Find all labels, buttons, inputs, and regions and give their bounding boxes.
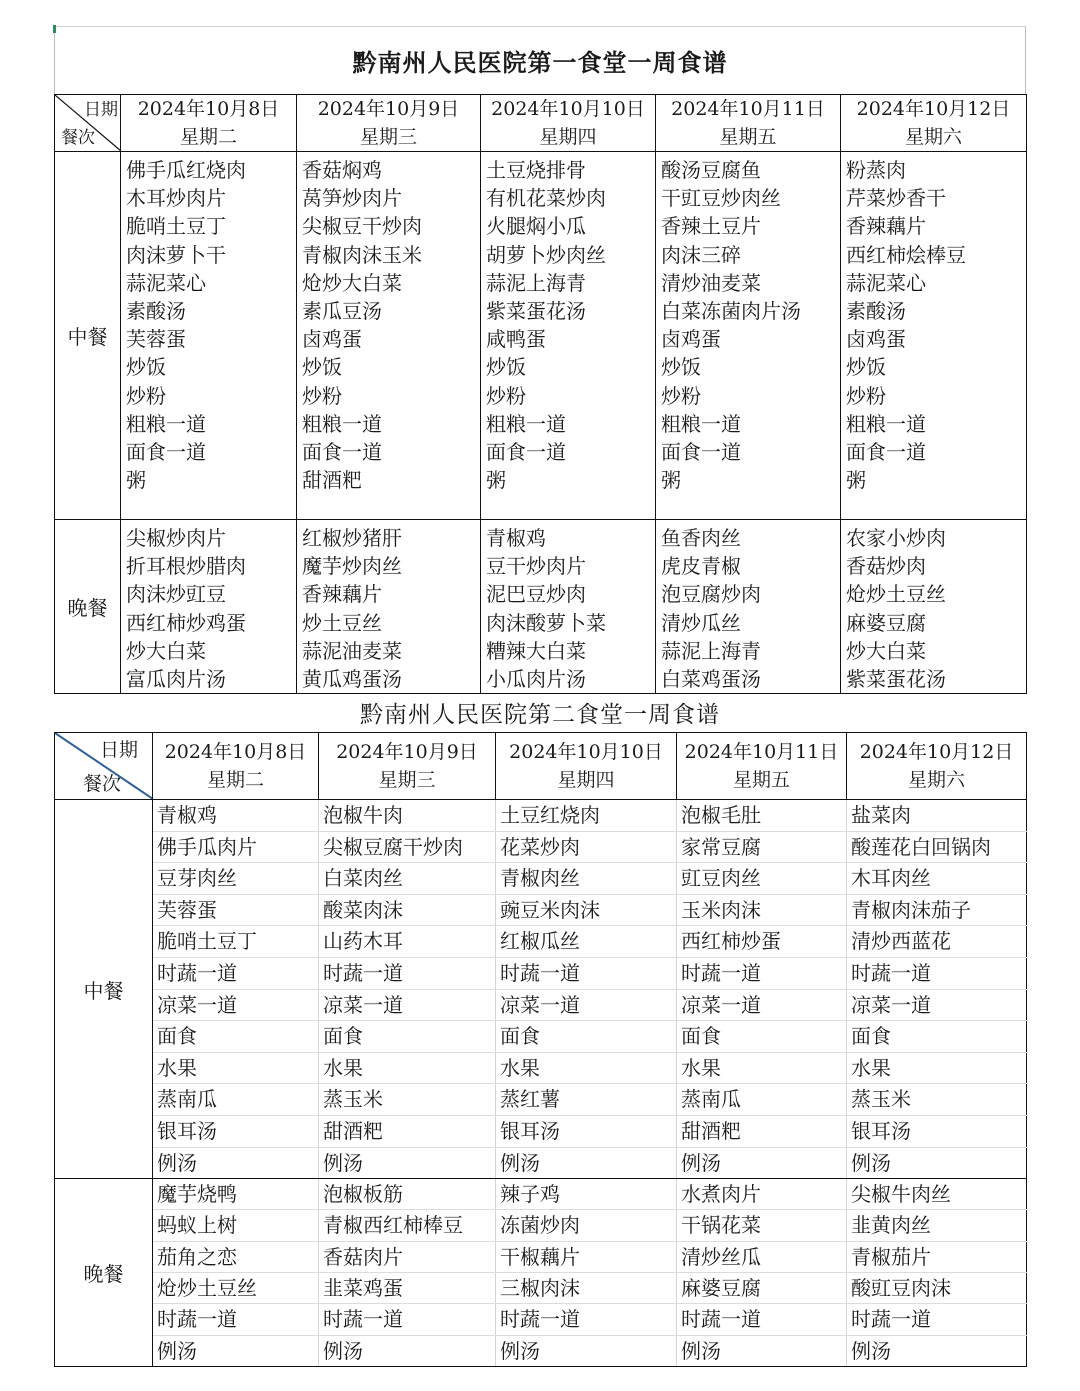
dish-item: 炝炒大白菜 [302, 270, 402, 295]
dish-list [841, 520, 1027, 694]
dish-item: 芙蓉蛋 [126, 327, 186, 352]
dish-item: 胡萝卜炒肉丝 [486, 242, 606, 267]
dish-cell: 泡椒毛肚 [677, 800, 847, 832]
dish-item: 黄瓜鸡蛋汤 [302, 667, 402, 692]
dish-item: 粗粮一道 [846, 411, 926, 436]
dish-item: 粗粮一道 [486, 411, 566, 436]
dish-list [481, 152, 656, 520]
dish-item: 素瓜豆汤 [302, 299, 382, 324]
dish-item: 香辣藕片 [846, 214, 926, 239]
dish-item: 土豆烧排骨 [486, 158, 586, 182]
dish-item: 粗粮一道 [302, 411, 382, 436]
day-date: 2024年10月9日 [336, 741, 478, 763]
dish-item: 魔芋炒肉丝 [302, 554, 402, 579]
dish-item: 炒大白菜 [846, 638, 926, 663]
dish-item: 粉蒸肉 [846, 158, 906, 182]
dinner-dish-row [55, 1304, 1027, 1335]
canteen1-table [54, 94, 1027, 694]
dinner-dish-row [55, 1210, 1027, 1241]
day-weekday: 星期四 [557, 769, 615, 791]
dish-item: 木耳炒肉片 [126, 186, 226, 211]
dish-cell: 时蔬一道 [153, 1304, 319, 1335]
dish-item: 炒饭 [126, 355, 166, 380]
dish-item: 肉沫萝卜干 [126, 242, 226, 267]
day-date: 2024年10月10日 [509, 741, 663, 763]
dish-cell: 盐菜肉 [847, 800, 1027, 832]
dish-cell: 蒸南瓜 [677, 1084, 847, 1116]
dish-item: 粗粮一道 [661, 411, 741, 436]
dish-cell: 泡椒牛肉 [319, 800, 496, 832]
dish-cell: 甜酒粑 [677, 1115, 847, 1147]
meal-label-lunch: 中餐 [55, 800, 153, 1179]
dish-item: 折耳根炒腊肉 [126, 554, 246, 579]
day-header [121, 95, 297, 152]
dish-item: 炒土豆丝 [302, 610, 382, 635]
dish-item: 红椒炒猪肝 [302, 526, 402, 550]
dish-cell: 银耳汤 [496, 1115, 677, 1147]
dish-cell: 佛手瓜肉片 [153, 831, 319, 863]
dish-item: 白菜冻菌肉片汤 [661, 299, 801, 324]
corner-date-label: 日期 [84, 100, 118, 120]
dish-item: 麻婆豆腐 [846, 610, 926, 635]
corner-cell [55, 95, 121, 152]
dish-cell: 脆哨土豆丁 [153, 926, 319, 958]
dish-item: 干豇豆炒肉丝 [661, 186, 781, 211]
canteen1-title: 黔南州人民医院第一食堂一周食谱 [54, 26, 1026, 94]
dish-cell: 蚂蚁上树 [153, 1210, 319, 1241]
dish-cell: 清炒西蓝花 [847, 926, 1027, 958]
dish-item: 泡豆腐炒肉 [661, 582, 761, 607]
dish-cell: 清炒丝瓜 [677, 1241, 847, 1272]
dish-cell: 山药木耳 [319, 926, 496, 958]
dish-item: 香菇焖鸡 [302, 158, 382, 182]
dish-list [656, 520, 841, 694]
dish-item: 香辣土豆片 [661, 214, 761, 239]
corner-date-label: 日期 [99, 739, 138, 761]
dish-cell: 甜酒粑 [319, 1115, 496, 1147]
dish-cell: 例汤 [153, 1335, 319, 1366]
dish-item: 香菇炒肉 [846, 554, 926, 579]
dish-item: 素酸汤 [846, 299, 906, 324]
dish-cell: 例汤 [319, 1147, 496, 1179]
cell-marker [53, 25, 56, 33]
dish-item: 炒粉 [126, 383, 166, 408]
day-weekday: 星期三 [359, 126, 417, 148]
dish-item: 富瓜肉片汤 [126, 667, 226, 692]
dish-cell: 凉菜一道 [847, 989, 1027, 1021]
meal-label-dinner: 晚餐 [55, 1179, 153, 1367]
dish-item: 农家小炒肉 [846, 526, 946, 550]
dish-cell: 红椒瓜丝 [496, 926, 677, 958]
dish-item: 素酸汤 [126, 299, 186, 324]
dish-cell: 芙蓉蛋 [153, 894, 319, 926]
dish-cell: 时蔬一道 [677, 957, 847, 989]
dinner-dish-row [55, 1179, 1027, 1210]
dish-item: 炒粉 [661, 383, 701, 408]
dish-cell: 凉菜一道 [496, 989, 677, 1021]
day-date: 2024年10月11日 [684, 741, 839, 763]
dish-cell: 时蔬一道 [319, 1304, 496, 1335]
dish-item: 卤鸡蛋 [846, 327, 906, 352]
dish-cell: 例汤 [847, 1147, 1027, 1179]
dish-cell: 面食 [496, 1021, 677, 1053]
dish-list [121, 520, 297, 694]
dinner-row [55, 520, 1027, 694]
dish-cell: 水果 [153, 1052, 319, 1084]
dish-item: 火腿焖小瓜 [486, 214, 586, 239]
dish-item: 粥 [661, 468, 681, 493]
dish-cell: 泡椒板筋 [319, 1179, 496, 1210]
dish-cell: 茄角之恋 [153, 1241, 319, 1272]
canteen1-menu [54, 26, 1026, 694]
lunch-dish-row [55, 863, 1027, 895]
dish-item: 炒粉 [486, 383, 526, 408]
dish-cell: 面食 [677, 1021, 847, 1053]
dish-cell: 凉菜一道 [319, 989, 496, 1021]
dish-item: 酸汤豆腐鱼 [661, 158, 761, 182]
dish-item: 有机花菜炒肉 [486, 186, 606, 211]
dish-item: 甜酒粑 [302, 468, 362, 493]
dish-list [121, 152, 297, 520]
dish-item: 清炒瓜丝 [661, 610, 741, 635]
dish-item: 尖椒炒肉片 [126, 526, 226, 550]
meal-label-lunch: 中餐 [55, 152, 121, 520]
dish-cell: 蒸玉米 [847, 1084, 1027, 1116]
dish-cell: 干锅花菜 [677, 1210, 847, 1241]
lunch-row [55, 152, 1027, 520]
dish-item: 咸鸭蛋 [486, 327, 546, 352]
lunch-dish-row [55, 957, 1027, 989]
day-header [841, 95, 1027, 152]
dish-cell: 时蔬一道 [847, 957, 1027, 989]
dish-item: 面食一道 [126, 440, 206, 465]
dish-item: 粗粮一道 [126, 411, 206, 436]
dish-item: 脆哨土豆丁 [126, 214, 226, 239]
dish-item: 粥 [486, 468, 506, 493]
day-weekday: 星期六 [907, 769, 965, 791]
dish-item: 鱼香肉丝 [661, 526, 741, 550]
dish-list [841, 152, 1027, 520]
dish-item: 青椒肉沫玉米 [302, 242, 422, 267]
day-weekday: 星期五 [732, 769, 790, 791]
dish-item: 豆干炒肉片 [486, 554, 586, 579]
lunch-dish-row [55, 1052, 1027, 1084]
canteen2-title: 黔南州人民医院第二食堂一周食谱 [360, 701, 720, 728]
dish-cell: 蒸南瓜 [153, 1084, 319, 1116]
dish-cell: 韭黄肉丝 [847, 1210, 1027, 1241]
dish-item: 面食一道 [302, 440, 382, 465]
dish-item: 白菜鸡蛋汤 [661, 667, 761, 692]
dish-item: 蒜泥上海青 [486, 270, 586, 295]
dish-cell: 西红柿炒蛋 [677, 926, 847, 958]
dish-cell: 酸莲花白回锅肉 [847, 831, 1027, 863]
dish-cell: 例汤 [153, 1147, 319, 1179]
dish-item: 炒饭 [486, 355, 526, 380]
dish-cell: 时蔬一道 [153, 957, 319, 989]
lunch-dish-row [55, 926, 1027, 958]
dish-cell: 时蔬一道 [847, 1304, 1027, 1335]
dish-cell: 白菜肉丝 [319, 863, 496, 895]
dish-cell: 例汤 [496, 1335, 677, 1366]
dinner-dish-row [55, 1273, 1027, 1304]
dish-item: 西红柿炒鸡蛋 [126, 610, 246, 635]
dish-item: 卤鸡蛋 [661, 327, 721, 352]
dish-cell: 青椒茄片 [847, 1241, 1027, 1272]
dish-item: 炒饭 [302, 355, 342, 380]
lunch-dish-row [55, 800, 1027, 832]
corner-meal-label: 餐次 [61, 128, 95, 148]
dish-cell: 土豆红烧肉 [496, 800, 677, 832]
dish-cell: 家常豆腐 [677, 831, 847, 863]
dish-cell: 时蔬一道 [496, 1304, 677, 1335]
dish-item: 炒饭 [846, 355, 886, 380]
dish-cell: 玉米肉沫 [677, 894, 847, 926]
dish-cell: 水煮肉片 [677, 1179, 847, 1210]
dish-cell: 干椒藕片 [496, 1241, 677, 1272]
dish-cell: 例汤 [677, 1147, 847, 1179]
dish-item: 紫菜蛋花汤 [486, 299, 586, 324]
dish-list [297, 152, 481, 520]
dish-cell: 水果 [677, 1052, 847, 1084]
dish-cell: 青椒肉丝 [496, 863, 677, 895]
dish-cell: 炝炒土豆丝 [153, 1273, 319, 1304]
lunch-dish-row [55, 1084, 1027, 1116]
dish-cell: 面食 [153, 1021, 319, 1053]
day-date: 2024年10月11日 [671, 98, 825, 120]
dish-cell: 银耳汤 [847, 1115, 1027, 1147]
day-weekday: 星期四 [539, 126, 597, 148]
dish-item: 糟辣大白菜 [486, 638, 586, 663]
dish-item: 肉沫酸萝卜菜 [486, 610, 606, 635]
day-header [656, 95, 841, 152]
dish-cell: 蒸红薯 [496, 1084, 677, 1116]
dish-cell: 例汤 [496, 1147, 677, 1179]
dish-cell: 银耳汤 [153, 1115, 319, 1147]
day-header [297, 95, 481, 152]
dish-cell: 时蔬一道 [496, 957, 677, 989]
lunch-dish-row [55, 989, 1027, 1021]
dish-cell: 蒸玉米 [319, 1084, 496, 1116]
dish-item: 清炒油麦菜 [661, 270, 761, 295]
dish-cell: 青椒西红柿棒豆 [319, 1210, 496, 1241]
dish-cell: 时蔬一道 [677, 1304, 847, 1335]
dish-item: 芹菜炒香干 [846, 186, 946, 211]
day-header [481, 95, 656, 152]
dish-cell: 香菇肉片 [319, 1241, 496, 1272]
dish-cell: 时蔬一道 [319, 957, 496, 989]
dish-cell: 豆芽肉丝 [153, 863, 319, 895]
day-header [496, 733, 677, 800]
dish-cell: 青椒鸡 [153, 800, 319, 832]
dish-cell: 面食 [319, 1021, 496, 1053]
dish-cell: 水果 [319, 1052, 496, 1084]
dish-cell: 木耳肉丝 [847, 863, 1027, 895]
dish-item: 泥巴豆炒肉 [486, 582, 586, 607]
day-date: 2024年10月9日 [317, 98, 460, 120]
dish-item: 炒大白菜 [126, 638, 206, 663]
day-date: 2024年10月12日 [859, 741, 1014, 763]
dish-item: 小瓜肉片汤 [486, 667, 586, 692]
corner-meal-label: 餐次 [83, 773, 122, 795]
corner-cell [55, 733, 153, 800]
dish-cell: 酸豇豆肉沫 [847, 1273, 1027, 1304]
lunch-dish-row [55, 1021, 1027, 1053]
day-weekday: 星期五 [719, 126, 777, 148]
day-date: 2024年10月8日 [164, 741, 307, 763]
dish-item: 佛手瓜红烧肉 [126, 158, 246, 182]
dish-item: 香辣藕片 [302, 582, 382, 607]
day-date: 2024年10月10日 [491, 98, 645, 120]
canteen2-menu [54, 692, 1026, 1367]
day-weekday: 星期三 [378, 769, 436, 791]
dish-item: 尖椒豆干炒肉 [302, 214, 422, 239]
dish-item: 肉沫三碎 [661, 242, 741, 267]
dish-item: 卤鸡蛋 [302, 327, 362, 352]
dish-item: 面食一道 [486, 440, 566, 465]
dish-item: 面食一道 [846, 440, 926, 465]
dish-cell: 青椒肉沫茄子 [847, 894, 1027, 926]
dish-cell: 水果 [496, 1052, 677, 1084]
dish-cell: 尖椒牛肉丝 [847, 1179, 1027, 1210]
dish-item: 蒜泥菜心 [126, 270, 206, 295]
dish-list [297, 520, 481, 694]
dish-cell: 冻菌炒肉 [496, 1210, 677, 1241]
dish-list [481, 520, 656, 694]
day-header [847, 733, 1027, 800]
day-date: 2024年10月12日 [856, 98, 1011, 120]
day-date: 2024年10月8日 [137, 98, 280, 120]
dish-cell: 尖椒豆腐干炒肉 [319, 831, 496, 863]
dish-cell: 例汤 [677, 1335, 847, 1366]
day-header [319, 733, 496, 800]
dinner-dish-row [55, 1241, 1027, 1272]
dish-item: 炒粉 [846, 383, 886, 408]
dish-cell: 花菜炒肉 [496, 831, 677, 863]
dish-cell: 魔芋烧鸭 [153, 1179, 319, 1210]
canteen2-table [54, 732, 1027, 1367]
day-weekday: 星期二 [206, 769, 264, 791]
dish-list [656, 152, 841, 520]
dish-item: 紫菜蛋花汤 [846, 667, 946, 692]
dish-item: 虎皮青椒 [661, 554, 741, 579]
dish-cell: 酸菜肉沫 [319, 894, 496, 926]
day-weekday: 星期二 [179, 126, 237, 148]
dish-cell: 水果 [847, 1052, 1027, 1084]
dish-item: 蒜泥油麦菜 [302, 638, 402, 663]
dish-item: 炒粉 [302, 383, 342, 408]
dish-cell: 凉菜一道 [677, 989, 847, 1021]
lunch-dish-row [55, 1147, 1027, 1179]
dish-cell: 韭菜鸡蛋 [319, 1273, 496, 1304]
dish-cell: 例汤 [847, 1335, 1027, 1366]
dish-item: 莴笋炒肉片 [302, 186, 402, 211]
lunch-dish-row [55, 831, 1027, 863]
day-weekday: 星期六 [904, 126, 962, 148]
dish-item: 面食一道 [661, 440, 741, 465]
lunch-dish-row [55, 894, 1027, 926]
dish-item: 炒饭 [661, 355, 701, 380]
dish-cell: 三椒肉沫 [496, 1273, 677, 1304]
dish-item: 青椒鸡 [486, 526, 546, 550]
meal-label-dinner: 晚餐 [55, 520, 121, 694]
dish-item: 肉沫炒豇豆 [126, 582, 226, 607]
dish-item: 蒜泥菜心 [846, 270, 926, 295]
day-header [153, 733, 319, 800]
dish-cell: 麻婆豆腐 [677, 1273, 847, 1304]
dish-item: 粥 [846, 468, 866, 493]
header-row [55, 733, 1027, 800]
dish-cell: 凉菜一道 [153, 989, 319, 1021]
dish-item: 粥 [126, 468, 146, 493]
dish-item: 西红柿烩棒豆 [846, 242, 966, 267]
dish-cell: 豌豆米肉沫 [496, 894, 677, 926]
dish-item: 蒜泥上海青 [661, 638, 761, 663]
dish-item: 炝炒土豆丝 [846, 582, 946, 607]
dinner-dish-row [55, 1335, 1027, 1366]
dish-cell: 豇豆肉丝 [677, 863, 847, 895]
dish-cell: 例汤 [319, 1335, 496, 1366]
day-header [677, 733, 847, 800]
dish-cell: 辣子鸡 [496, 1179, 677, 1210]
dish-cell: 面食 [847, 1021, 1027, 1053]
header-row [55, 95, 1027, 152]
lunch-dish-row [55, 1115, 1027, 1147]
